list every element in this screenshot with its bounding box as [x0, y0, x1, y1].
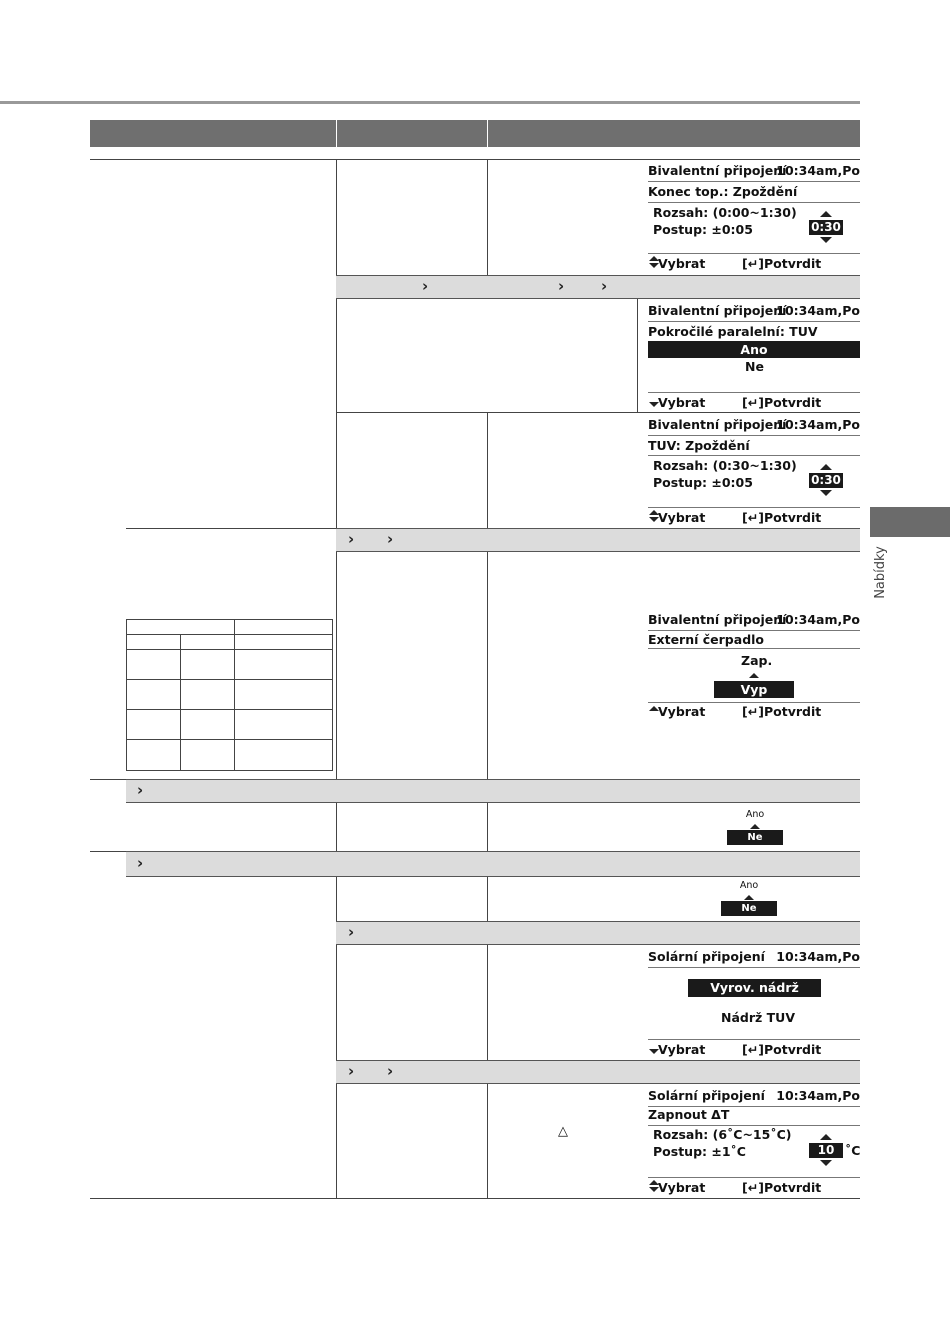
table-header	[90, 120, 860, 147]
col-divider	[487, 877, 488, 921]
select-label: Vybrat	[658, 1042, 706, 1057]
col-divider	[487, 159, 488, 275]
chevron-right-icon: ›	[422, 277, 429, 295]
menu-path-band	[336, 921, 860, 945]
chevron-right-icon: ›	[601, 277, 608, 295]
top-rule	[0, 101, 860, 104]
down-arrow-icon[interactable]	[820, 1160, 832, 1166]
value-box[interactable]: 0:30	[809, 473, 843, 488]
screen-subtitle: Zapnout ΔT	[648, 1107, 730, 1122]
value-box[interactable]: 10	[809, 1143, 843, 1158]
lcd-bival-adv-dhw	[648, 303, 860, 411]
lcd-bival-end-delay	[648, 163, 860, 273]
option-selected[interactable]: Vyrov. nádrž	[688, 979, 821, 997]
confirm-label: Potvrdit	[764, 256, 822, 271]
chevron-right-icon: ›	[137, 854, 144, 872]
select-label: Vybrat	[658, 256, 706, 271]
confirm-label: Potvrdit	[764, 395, 822, 410]
option-selected[interactable]: Ano	[648, 341, 860, 358]
select-label: Vybrat	[658, 704, 706, 719]
row-divider	[336, 412, 860, 413]
chevron-right-icon: ›	[387, 530, 394, 548]
screen-time: 10:34am,Po	[776, 612, 860, 627]
screen-subtitle: Externí čerpadlo	[648, 632, 765, 647]
col-divider	[637, 299, 638, 412]
col-divider	[487, 1084, 488, 1198]
confirm-icon: [↵]	[742, 256, 764, 271]
step-text: Postup: ±0:05	[653, 222, 753, 237]
lcd-solar-tank	[648, 949, 860, 1059]
chevron-right-icon: ›	[558, 277, 565, 295]
select-label: Vybrat	[658, 1180, 706, 1195]
screen-title: Bivalentní připojení	[648, 163, 787, 178]
screen-time: 10:34am,Po	[776, 163, 860, 178]
step-text: Postup: ±0:05	[653, 475, 753, 490]
option-selected[interactable]: Ne	[727, 830, 783, 845]
chevron-right-icon: ›	[387, 1062, 394, 1080]
confirm-label: Potvrdit	[764, 1180, 822, 1195]
col-divider	[336, 159, 337, 779]
screen-title: Bivalentní připojení	[648, 417, 787, 432]
range-text: Rozsah: (0:30~1:30)	[653, 458, 797, 473]
confirm-icon: [↵]	[742, 1180, 764, 1195]
screen-subtitle: Pokročilé paralelní: TUV	[648, 324, 818, 339]
confirm-icon: [↵]	[742, 704, 764, 719]
confirm-label: Potvrdit	[764, 510, 822, 525]
option-other[interactable]: Ano	[745, 809, 765, 820]
table-bottom-rule	[90, 1198, 860, 1199]
col-divider	[487, 412, 488, 528]
menu-path-band	[336, 1060, 860, 1084]
option-other[interactable]: Ano	[739, 880, 759, 891]
screen-title: Solární připojení	[648, 949, 765, 964]
screen-time: 10:34am,Po	[776, 303, 860, 318]
up-arrow-icon	[750, 824, 760, 829]
screen-time: 10:34am,Po	[776, 949, 860, 964]
select-label: Vybrat	[658, 395, 706, 410]
header-divider	[336, 120, 337, 147]
header-divider	[487, 120, 488, 147]
option-selected[interactable]: Ne	[721, 901, 777, 916]
option-other[interactable]: Zap.	[741, 653, 773, 668]
lcd-bival-ext-pump	[648, 612, 860, 722]
option-other[interactable]: Ne	[745, 359, 764, 374]
select-label: Vybrat	[658, 510, 706, 525]
down-arrow-icon[interactable]	[820, 490, 832, 496]
confirm-icon: [↵]	[742, 510, 764, 525]
confirm-label: Potvrdit	[764, 704, 822, 719]
col-divider	[487, 552, 488, 779]
col-divider	[336, 803, 337, 851]
chevron-right-icon: ›	[348, 530, 355, 548]
chevron-right-icon: ›	[348, 1062, 355, 1080]
value-box[interactable]: 0:30	[809, 220, 843, 235]
menu-path-band	[336, 275, 860, 299]
unit-label: ˚C	[845, 1143, 861, 1158]
up-arrow-icon	[749, 673, 759, 678]
up-arrow-icon[interactable]	[820, 1134, 832, 1140]
up-arrow-icon	[744, 895, 754, 900]
chevron-right-icon: ›	[348, 923, 355, 941]
up-arrow-icon[interactable]	[820, 211, 832, 217]
side-tab-label: Nabídky	[872, 546, 888, 599]
screen-subtitle: TUV: Zpoždění	[648, 438, 750, 453]
delta-triangle-icon: △	[558, 1124, 568, 1139]
screen-time: 10:34am,Po	[776, 417, 860, 432]
screen-title: Solární připojení	[648, 1088, 765, 1103]
side-tab[interactable]	[870, 507, 950, 537]
menu-path-band	[126, 779, 860, 803]
down-arrow-icon[interactable]	[820, 237, 832, 243]
menu-path-band	[126, 851, 860, 877]
option-other[interactable]: Nádrž TUV	[721, 1010, 795, 1025]
up-arrow-icon[interactable]	[820, 464, 832, 470]
col-divider	[487, 803, 488, 851]
confirm-label: Potvrdit	[764, 1042, 822, 1057]
confirm-icon: [↵]	[742, 395, 764, 410]
menu-path-band	[336, 528, 860, 552]
row-divider	[90, 159, 860, 160]
lcd-bival-dhw-delay	[648, 417, 860, 527]
lcd-solar-delta	[648, 1088, 860, 1198]
col-divider	[487, 945, 488, 1060]
step-text: Postup: ±1˚C	[653, 1144, 746, 1159]
confirm-icon: [↵]	[742, 1042, 764, 1057]
screen-title: Bivalentní připojení	[648, 612, 787, 627]
range-text: Rozsah: (6˚C~15˚C)	[653, 1127, 792, 1142]
screen-time: 10:34am,Po	[776, 1088, 860, 1103]
screen-subtitle: Konec top.: Zpoždění	[648, 184, 798, 199]
chevron-right-icon: ›	[137, 781, 144, 799]
screen-title: Bivalentní připojení	[648, 303, 787, 318]
option-selected[interactable]: Vyp	[714, 681, 794, 698]
range-text: Rozsah: (0:00~1:30)	[653, 205, 797, 220]
